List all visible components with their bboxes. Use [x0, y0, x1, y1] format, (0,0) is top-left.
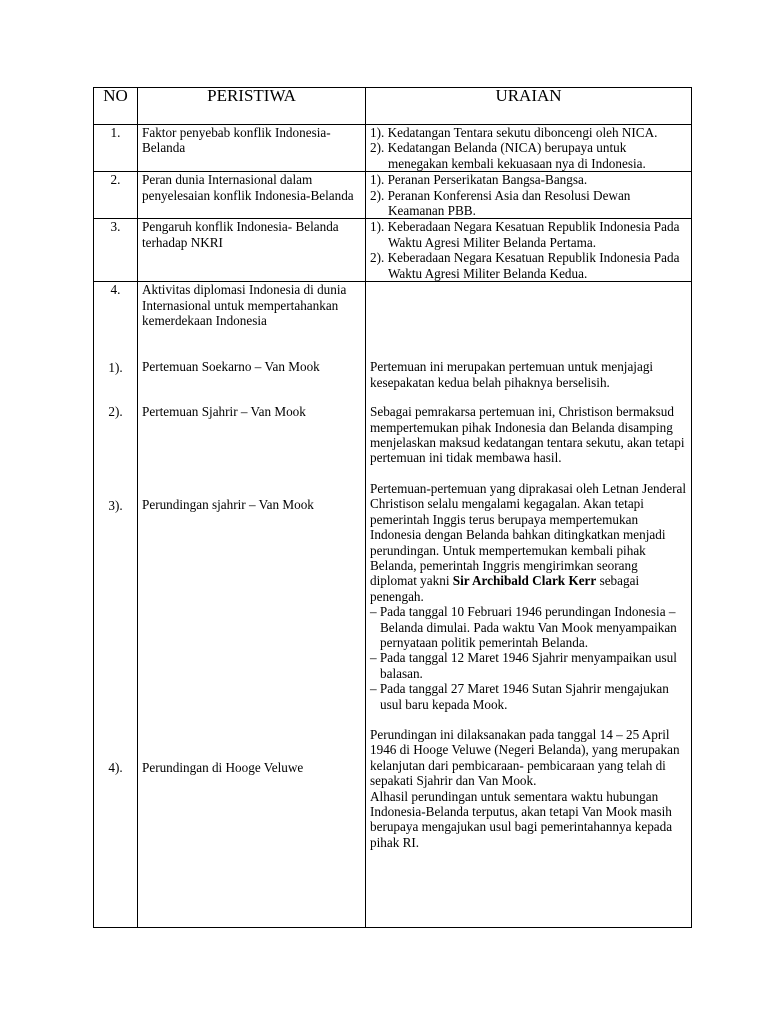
- subitem-number: 2).: [108, 404, 123, 420]
- table-row: [94, 172, 692, 219]
- row-number-column: [94, 282, 138, 928]
- header-description: URAIAN: [366, 88, 692, 125]
- row-event: Peran dunia Internasional dalam penyelesaian konflik Indonesia-Belanda: [138, 172, 366, 219]
- bullet-item: – Pada tanggal 10 Februari 1946 perundingan Indonesia –Belanda dimulai. Pada waktu Van Mook menyampaikan pernyataan politik pemerintah Belanda.: [370, 604, 677, 650]
- description-item: 2). Peranan Konferensi Asia dan Resolusi Dewan Keamanan PBB.: [370, 187, 631, 219]
- table-row: [94, 219, 692, 282]
- subitem-description: Perundingan ini dilaksanakan pada tanggal 14 – 25 April 1946 di Hooge Veluwe (Negeri Belanda), yang merupakan kelanjutan dari pembicaraan- pembicaraan yang telah di sepakati Sjahrir dan Van Mook.: [370, 726, 680, 789]
- header-event: PERISTIWA: [138, 88, 366, 125]
- subitem-description: [370, 481, 687, 604]
- row-event: Pengaruh konflik Indonesia- Belanda terhadap NKRI: [138, 219, 366, 282]
- subitem-event: Perundingan di Hooge Veluwe: [142, 759, 304, 775]
- header-row: [94, 88, 692, 125]
- bullet-item: – Pada tanggal 12 Maret 1946 Sjahrir menyampaikan usul balasan.: [370, 650, 677, 681]
- history-table: [93, 87, 692, 928]
- subitem-event: Perundingan sjahrir – Van Mook: [142, 497, 314, 513]
- description-item: 1). Peranan Perserikatan Bangsa-Bangsa.: [370, 172, 588, 188]
- row-event: Aktivitas diplomasi Indonesia di dunia Internasional untuk mempertahankan kemerdekaan Indonesia: [142, 282, 347, 329]
- row-number: 3.: [94, 219, 138, 282]
- description-text: Pertemuan-pertemuan yang diprakasai oleh Letnan Jenderal Christison selalu mengalami kegagalan. Akan tetapi pemerintah Inggis terus berupaya mempertemukan Indonesia dengan Belanda bahkan ditingkatkan menjadi perundingan. Untuk mempertemukan kembali pihak Belanda, pemerintah Inggris mengirimkan seorang diplomat yakni: [370, 480, 687, 589]
- row-number: 1.: [94, 125, 138, 172]
- header-no: NO: [94, 88, 138, 125]
- description-item: 2). Keberadaan Negara Kesatuan Republik Indonesia Pada Waktu Agresi Militer Belanda Kedua.: [370, 250, 680, 281]
- row-description: [366, 172, 692, 219]
- subitem-description: Alhasil perundingan untuk sementara waktu hubungan Indonesia-Belanda terputus, akan tetapi Van Mook masih berupaya mengajukan usul bagi pemerintahannya kepada pihak RI.: [370, 788, 673, 850]
- subitem-number: 3).: [108, 497, 123, 513]
- subitem-description: Sebagai pemrakarsa pertemuan ini, Christison bermaksud mempertemukan pihak Indonesia dan Belanda disamping menjelaskan maksud kedatangan tentara sekutu, akan tetapi pertemuan ini tidak membawa hasil.: [370, 404, 685, 466]
- subitem-description: Pertemuan ini merupakan pertemuan untuk menjajagi kesepakatan kedua belah pihaknya berselisih.: [370, 359, 654, 390]
- row-description: [366, 219, 692, 282]
- subitem-number: 1).: [108, 359, 123, 375]
- subitem-event: Pertemuan Soekarno – Van Mook: [142, 359, 320, 375]
- description-item: 1). Keberadaan Negara Kesatuan Republik Indonesia Pada Waktu Agresi Militer Belanda Pertama.: [370, 219, 680, 250]
- row-number: 2.: [94, 172, 138, 219]
- subitem-event: Pertemuan Sjahrir – Van Mook: [142, 403, 306, 419]
- row-description-column: [366, 282, 692, 928]
- diplomat-name: Sir Archibald Clark Kerr: [452, 573, 597, 589]
- description-item: 2). Kedatangan Belanda (NICA) berupaya untuk menegakan kembali kekuasaan nya di Indonesia.: [370, 140, 646, 171]
- description-text: sebagai penengah.: [370, 573, 640, 604]
- table-row: [94, 125, 692, 172]
- bullet-item: – Pada tanggal 27 Maret 1946 Sutan Sjahrir mengajukan usul baru kepada Mook.: [370, 681, 669, 712]
- row-event-column: [138, 282, 366, 928]
- description-item: 1). Kedatangan Tentara sekutu diboncengi oleh NICA.: [370, 125, 658, 140]
- row-description: [366, 125, 692, 172]
- subitem-number: 4).: [108, 760, 123, 776]
- row-event: Faktor penyebab konflik Indonesia-Belanda: [138, 125, 366, 172]
- row-number: 4.: [110, 282, 121, 298]
- table-row-diplomacy: [94, 282, 692, 928]
